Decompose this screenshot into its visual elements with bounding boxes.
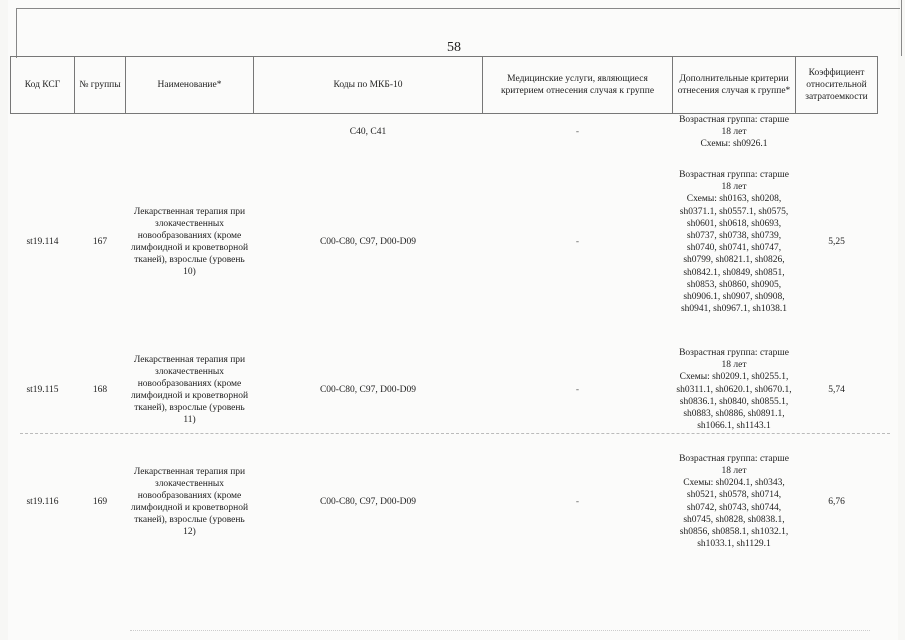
row-group: 167 — [92, 237, 108, 248]
header-coef: Коэффициент относительной затратоемкости — [796, 57, 878, 114]
carryover-icd: C40, C41 — [349, 127, 387, 138]
row-services: - — [575, 237, 580, 248]
row-icd: C00-C80, C97, D00-D09 — [319, 496, 417, 507]
carryover-criteria: Возрастная группа: старше 18 лет Схемы: sh0926.1 — [679, 115, 789, 150]
ksg-table — [10, 56, 878, 558]
table-row — [11, 446, 878, 558]
header-criteria: Дополнительные критерии отнесения случая к группе* — [673, 57, 796, 114]
row-group: 168 — [92, 384, 108, 395]
right-border — [901, 0, 902, 56]
row-name: Лекарственная терапия при злокачественных новообразованиях (кроме лимфоидной и кроветворной тканей), взрослые (уровень 10) — [130, 207, 249, 278]
page-number: 58 — [447, 40, 461, 55]
row-criteria: Возрастная группа: старше 18 лет Схемы: sh0163, sh0208, sh0371.1, sh0557.1, sh0575, sh0601, sh0618, sh0693, sh0737, sh0738, sh0739, sh0740, sh0741, sh0747, sh0799, sh0821.1, sh0826, sh0842.1, sh0849, sh0851, sh0853, sh0860, sh0905, sh0906.1, sh0907, sh0908, sh0941, sh0967.1, sh1038.1 — [679, 169, 789, 315]
row-icd: C00-C80, C97, D00-D09 — [319, 237, 417, 248]
top-border — [16, 8, 900, 9]
scan-artifact-line — [130, 630, 870, 631]
header-code: Код КСГ — [11, 57, 75, 114]
row-criteria: Возрастная группа: старше 18 лет Схемы: sh0204.1, sh0343, sh0521, sh0578, sh0714, sh0742, sh0743, sh0744, sh0745, sh0828, sh0838.1, sh0856, sh0858.1, sh1032.1, sh1033.1, sh1129.1 — [679, 453, 789, 550]
table-row — [11, 151, 878, 334]
row-code: st19.115 — [26, 384, 59, 395]
row-services: - — [575, 384, 580, 395]
row-services: - — [575, 496, 580, 507]
row-criteria: Возрастная группа: старше 18 лет Схемы: sh0209.1, sh0255.1, sh0311.1, sh0620.1, sh0670.1, sh0836.1, sh0840, sh0855.1, sh0883, sh0886, sh0891.1, sh1066.1, sh1143.1 — [676, 347, 792, 432]
row-name: Лекарственная терапия при злокачественных новообразованиях (кроме лимфоидной и кроветворной тканей), взрослые (уровень 11) — [130, 354, 249, 425]
header-group: № группы — [75, 57, 126, 114]
row-coef: 5,25 — [828, 237, 845, 248]
row-code: st19.114 — [26, 237, 59, 248]
header-name: Наименование* — [126, 57, 254, 114]
row-coef: 6,76 — [828, 496, 845, 507]
scan-artifact-line — [20, 433, 890, 434]
row-icd: C00-C80, C97, D00-D09 — [319, 384, 417, 395]
row-code: st19.116 — [26, 496, 59, 507]
carryover-row — [11, 114, 878, 151]
row-group: 169 — [92, 496, 108, 507]
table-header-row — [11, 57, 878, 114]
row-name: Лекарственная терапия при злокачественных новообразованиях (кроме лимфоидной и кроветворной тканей), взрослые (уровень 12) — [130, 466, 249, 537]
row-coef: 5,74 — [828, 384, 845, 395]
header-icd: Коды по МКБ-10 — [254, 57, 483, 114]
carryover-services: - — [575, 127, 580, 138]
table-row — [11, 334, 878, 446]
header-services: Медицинские услуги, являющиеся критерием отнесения случая к группе — [483, 57, 673, 114]
